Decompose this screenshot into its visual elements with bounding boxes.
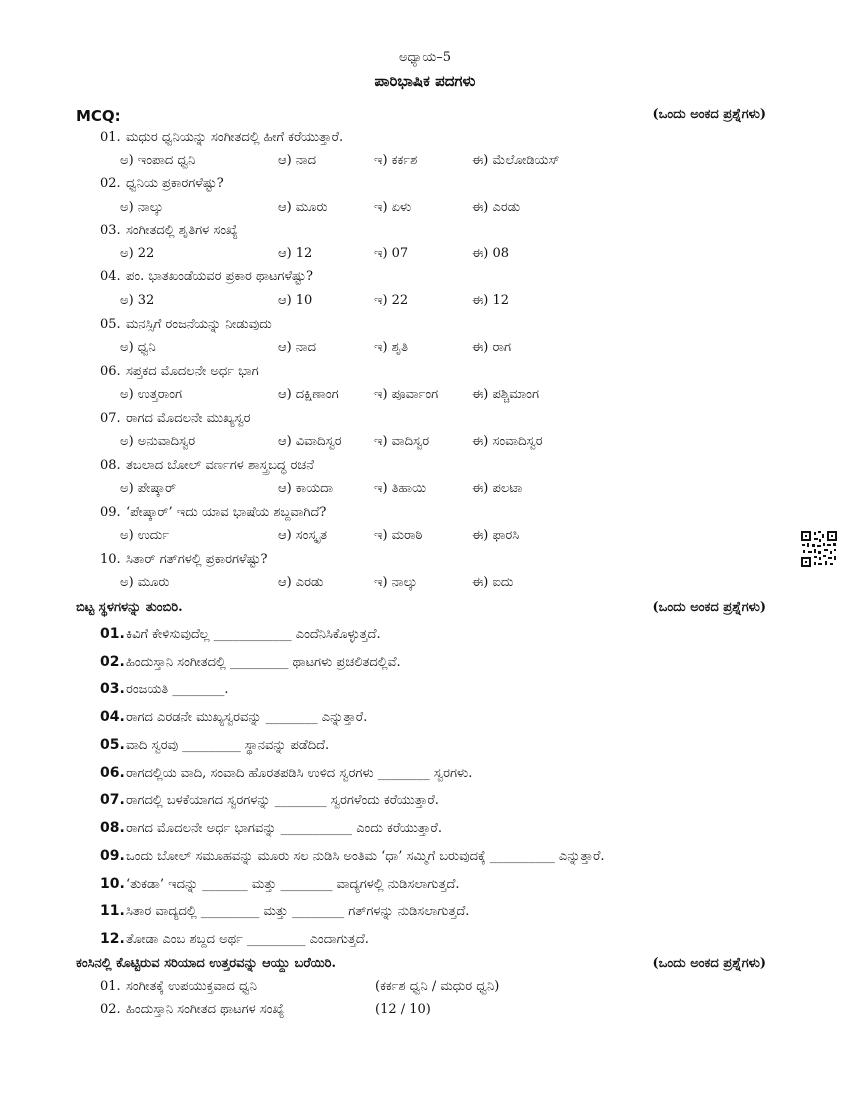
fill-item: 01.ಕಿವಿಗೆ ಕೇಳಿಸುವುದೆಲ್ಲ ____________ ಎಂದೆನಿಸಿಕೊಳ್ಳುತ್ತದೆ. bbox=[100, 626, 381, 642]
mcq-question: 02. ಧ್ವನಿಯ ಪ್ರಕಾರಗಳೆಷ್ಟು? bbox=[100, 176, 224, 191]
fill-item: 03.ರಂಜಯತಿ ________. bbox=[100, 681, 229, 697]
option: ಇ) ನಾಲ್ಕು bbox=[374, 575, 418, 590]
fill-item: 08.ರಾಗದ ಮೊದಲನೇ ಅರ್ಧ ಭಾಗವನ್ನು ___________ ಎಂದು ಕರೆಯುತ್ತಾರೆ. bbox=[100, 820, 442, 836]
option: ಇ) ವಾದಿಸ್ವರ bbox=[374, 434, 430, 449]
page-title: ಪಾರಿಭಾಷಿಕ ಪದಗಳು bbox=[374, 72, 476, 90]
option: ಇ) ಮರಾಠಿ bbox=[374, 528, 423, 543]
option: ಈ) ಫಾರಸಿ bbox=[472, 528, 520, 543]
option: ಆ) ನಾದ bbox=[278, 340, 316, 355]
match-heading: ಕಂಸಿನಲ್ಲಿ ಕೊಟ್ಟಿರುವ ಸರಿಯಾದ ಉತ್ತರವನ್ನು ಆಯ್ದು ಬರೆಯಿರಿ. bbox=[76, 956, 337, 971]
fill-item: 05.ವಾದಿ ಸ್ವರವು _________ ಸ್ಥಾನವನ್ನು ಪಡೆದಿದೆ. bbox=[100, 737, 330, 753]
fill-item: 12.ತೋಡಾ ಎಂಬ ಶಬ್ದದ ಅರ್ಥ _________ ಎಂದಾಗುತ್ತದೆ. bbox=[100, 931, 369, 947]
fill-section-header bbox=[76, 600, 766, 615]
mcq-question: 04. ಪಂ. ಭಾತಖಂಡೆಯವರ ಪ್ರಕಾರ ಥಾಟಗಳೆಷ್ಟು? bbox=[100, 269, 313, 284]
option: ಆ) ಸಂಸ್ಕೃತ bbox=[278, 528, 328, 543]
option: ಅ) ಪೇಷ್ಕಾರ್ bbox=[120, 481, 177, 496]
match-section-header bbox=[76, 956, 766, 971]
option: ಈ) ಮೆಲೋಡಿಯಸ್ bbox=[472, 153, 560, 168]
fill-item: 06.ರಾಗದಲ್ಲಿಯ ವಾದಿ, ಸಂವಾದಿ ಹೊರತಪಡಿಸಿ ಉಳಿದ ಸ್ವರಗಳು ________ ಸ್ವರಗಳು. bbox=[100, 765, 473, 781]
option: ಅ) ಉರ್ದು bbox=[120, 528, 170, 543]
option: ಈ) 12 bbox=[472, 293, 510, 308]
mcq-question: 09. ‘ಪೇಷ್ಕಾರ್’ ಇದು ಯಾವ ಭಾಷೆಯ ಶಬ್ದವಾಗಿದೆ? bbox=[100, 505, 327, 520]
choice-options: (ಕರ್ಕಶ ಧ್ವನಿ / ಮಧುರ ಧ್ವನಿ) bbox=[375, 979, 500, 994]
option: ಅ) 22 bbox=[120, 246, 155, 261]
option: ಆ) ವಿವಾದಿಸ್ವರ bbox=[278, 434, 342, 449]
mcq-question: 05. ಮನಸ್ಸಿಗೆ ರಂಜನೆಯನ್ನು ನೀಡುವುದು bbox=[100, 317, 272, 332]
option: ಈ) ಎರಡು bbox=[472, 200, 521, 215]
option: ಇ) 22 bbox=[374, 293, 409, 308]
option: ಅ) ಧ್ವನಿ bbox=[120, 340, 156, 355]
option: ಅ) ಇಂಪಾದ ಧ್ವನಿ bbox=[120, 153, 196, 168]
option: ಅ) ಉತ್ತರಾಂಗ bbox=[120, 387, 183, 402]
option: ಆ) ದಕ್ಷಿಣಾಂಗ bbox=[278, 387, 339, 402]
fill-item: 09.ಒಂದು ಬೋಲ್ ಸಮೂಹವನ್ನು ಮೂರು ಸಲ ನುಡಿಸಿ ಅಂತಿಮ ‘ಧಾ’ ಸಮ್ಮಿಗೆ ಬರುವುದಕ್ಕೆ __________ ಎನ್ನುತ್ತಾರೆ. bbox=[100, 848, 605, 864]
option: ಇ) ತಿಹಾಯಿ bbox=[374, 481, 427, 496]
qr-code-icon bbox=[800, 530, 838, 568]
match-marks: (ಒಂದು ಅಂಕದ ಪ್ರಶ್ನೆಗಳು) bbox=[652, 956, 766, 971]
option: ಆ) ಮೂರು bbox=[278, 200, 328, 215]
option: ಈ) ಸಂವಾದಿಸ್ವರ bbox=[472, 434, 543, 449]
mcq-question: 06. ಸಪ್ತಕದ ಮೊದಲನೇ ಅರ್ಧ ಭಾಗ bbox=[100, 364, 259, 379]
mcq-question: 07. ರಾಗದ ಮೊದಲನೇ ಮುಖ್ಯಸ್ವರ bbox=[100, 411, 251, 426]
choice-options: (12 / 10) bbox=[375, 1002, 431, 1017]
chapter-label: ಅಧ್ಯಾಯ–5 bbox=[398, 50, 452, 65]
option: ಇ) ಕರ್ಕಶ bbox=[374, 153, 418, 168]
option: ಅ) ಮೂರು bbox=[120, 575, 170, 590]
fill-marks: (ಒಂದು ಅಂಕದ ಪ್ರಶ್ನೆಗಳು) bbox=[652, 600, 766, 615]
option: ಈ) ರಾಗ bbox=[472, 340, 511, 355]
mcq-section-header bbox=[76, 107, 766, 125]
fill-item: 11.ಸಿತಾರ ವಾದ್ಯದಲ್ಲಿ _________ ಮತ್ತು ________ ಗತ್‌ಗಳನ್ನು ನುಡಿಸಲಾಗುತ್ತದೆ. bbox=[100, 903, 470, 919]
mcq-question: 01. ಮಧುರ ಧ್ವನಿಯನ್ನು ಸಂಗೀತದಲ್ಲಿ ಹೀಗೆ ಕರೆಯುತ್ತಾರೆ. bbox=[100, 130, 344, 145]
mcq-question: 10. ಸಿತಾರ್ ಗತ್‌ಗಳಲ್ಲಿ ಪ್ರಕಾರಗಳೆಷ್ಟು? bbox=[100, 552, 268, 567]
option: ಆ) 10 bbox=[278, 293, 313, 308]
mcq-question: 08. ತಬಲಾದ ಬೋಲ್ ವರ್ಣಗಳ ಶಾಸ್ತ್ರಬದ್ಧ ರಚನೆ bbox=[100, 458, 314, 473]
choice-item: 01. ಸಂಗೀತಕ್ಕೆ ಉಪಯುಕ್ತವಾದ ಧ್ವನಿ (ಕರ್ಕಶ ಧ್ವನಿ / ಮಧುರ ಧ್ವನಿ) bbox=[100, 979, 500, 994]
fill-item: 10.‘ತುಕಡಾ’ ಇದನ್ನು _______ ಮತ್ತು ________ ವಾದ್ಯಗಳಲ್ಲಿ ನುಡಿಸಲಾಗುತ್ತದೆ. bbox=[100, 876, 460, 892]
fill-item: 02.ಹಿಂದುಸ್ತಾನಿ ಸಂಗೀತದಲ್ಲಿ _________ ಥಾಟಗಳು ಪ್ರಚಲಿತದಲ್ಲಿವೆ. bbox=[100, 654, 401, 670]
option: ಈ) ಪಶ್ಚಿಮಾಂಗ bbox=[472, 387, 539, 402]
option: ಆ) ನಾದ bbox=[278, 153, 316, 168]
fill-item: 04.ರಾಗದ ಎರಡನೇ ಮುಖ್ಯಸ್ವರವನ್ನು ________ ಎನ್ನುತ್ತಾರೆ. bbox=[100, 709, 368, 725]
option: ಆ) ಕಾಯದಾ bbox=[278, 481, 334, 496]
option: ಈ) ಪಲಟಾ bbox=[472, 481, 523, 496]
option: ಇ) 07 bbox=[374, 246, 409, 261]
option: ಈ) ಐದು bbox=[472, 575, 514, 590]
mcq-question: 03. ಸಂಗೀತದಲ್ಲಿ ಶೃತಿಗಳ ಸಂಖ್ಯೆ bbox=[100, 223, 238, 238]
mcq-marks: (ಒಂದು ಅಂಕದ ಪ್ರಶ್ನೆಗಳು) bbox=[652, 107, 766, 122]
fill-heading: ಬಿಟ್ಟ ಸ್ಥಳಗಳನ್ನು ತುಂಬಿರಿ. bbox=[76, 600, 183, 615]
option: ಇ) ಪೂರ್ವಾಂಗ bbox=[374, 387, 439, 402]
fill-item: 07.ರಾಗದಲ್ಲಿ ಬಳಕೆಯಾಗದ ಸ್ವರಗಳನ್ನು ________ ಸ್ವರಗಳೆಂದು ಕರೆಯುತ್ತಾರೆ. bbox=[100, 792, 439, 808]
option: ಆ) 12 bbox=[278, 246, 313, 261]
option: ಆ) ಎರಡು bbox=[278, 575, 324, 590]
option: ಇ) ಏಳು bbox=[374, 200, 412, 215]
option: ಅ) ಅನುವಾದಿಸ್ವರ bbox=[120, 434, 196, 449]
option: ಇ) ಶೃತಿ bbox=[374, 340, 409, 355]
choice-item: 02. ಹಿಂದುಸ್ತಾನಿ ಸಂಗೀತದ ಥಾಟಗಳ ಸಂಖ್ಯೆ (12 / 10) bbox=[100, 1002, 431, 1017]
option: ಅ) 32 bbox=[120, 293, 155, 308]
option: ಈ) 08 bbox=[472, 246, 510, 261]
option: ಅ) ನಾಲ್ಕು bbox=[120, 200, 164, 215]
mcq-heading: MCQ: bbox=[76, 107, 121, 125]
